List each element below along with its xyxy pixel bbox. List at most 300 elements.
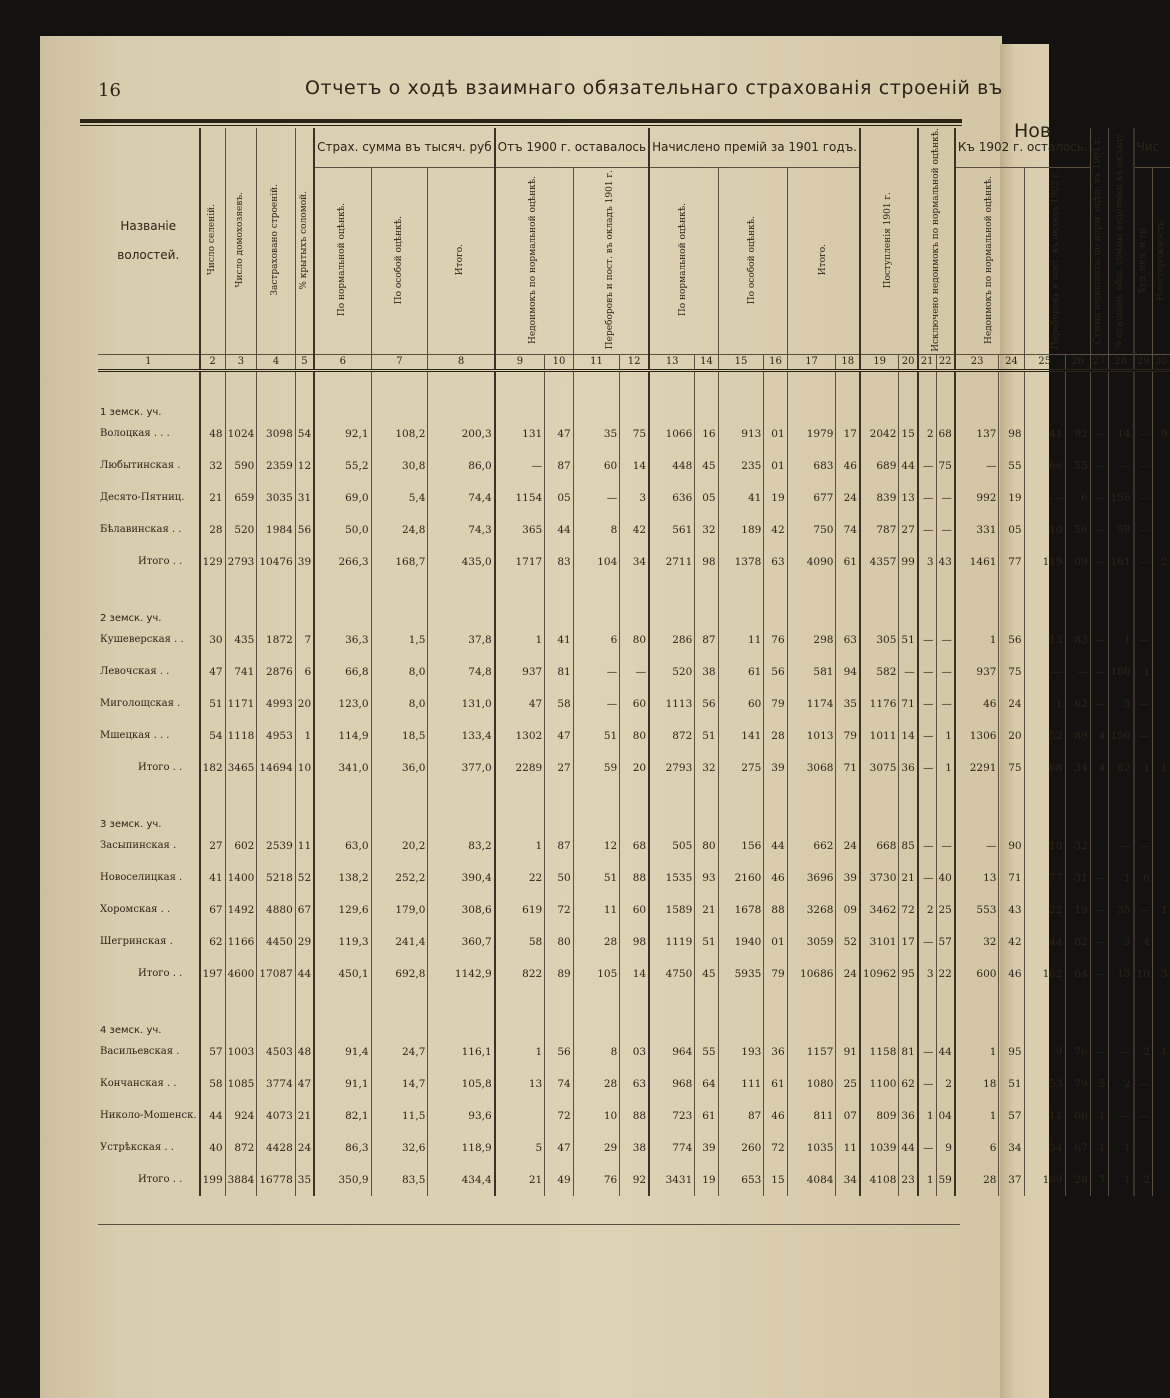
table-cell: 57 [999,1100,1024,1132]
header-c27: Сумма недоплаты по норм. оцѣн. въ 1901 г. [1093,135,1104,345]
table-cell: 74 [836,514,860,546]
table-row [98,1068,1170,1100]
table-cell: 8 [573,514,620,546]
table-cell: 40 [936,862,955,894]
volost-name: Кончанская . . [100,1078,177,1090]
empty-cell [545,371,574,419]
table-cell: 1080 [787,1068,836,1100]
table-cell: 74,3 [428,514,495,546]
table-cell: — [495,450,545,482]
table-cell: 19 [999,482,1024,514]
table-cell: 872 [649,720,695,752]
section-row [98,578,1170,624]
table-cell: — [918,482,936,514]
table-cell: 1 [1152,894,1169,926]
empty-cell [573,371,620,419]
table-cell: 07 [836,1100,860,1132]
table-cell: 3075 [860,752,899,784]
empty-cell [1108,371,1134,419]
table-row [98,1132,1170,1164]
empty-cell [1152,371,1169,419]
table-cell: 88 [764,894,787,926]
empty-cell [295,578,314,624]
table-cell [1152,482,1169,514]
section-label: 4 земск. уч. [100,1025,162,1037]
table-cell: 590 [225,450,257,482]
column-number: 4 [257,355,295,371]
volost-name: Николо-Мошенск. [100,1110,197,1122]
table-cell: 80 [695,830,718,862]
empty-cell [295,784,314,830]
table-cell: 51 [695,926,718,958]
header-c21: Исключено недоимокъ по нормальной оцѣнкѣ. [930,128,941,352]
table-cell: — [918,514,936,546]
table-cell: 1 [936,752,955,784]
table-cell: — [573,656,620,688]
table-cell: 602 [225,830,257,862]
column-number: 28 [1108,355,1134,371]
section-label: 1 земск. уч. [100,407,162,419]
table-cell: 1535 [649,862,695,894]
table-cell: 61 [836,546,860,578]
table-cell: 09 [836,894,860,926]
volost-name: Бѣлавинская . . [100,524,182,536]
table-cell: 54 [295,418,314,450]
table-cell: 24,7 [371,1036,428,1068]
table-cell: 13 [1108,958,1134,990]
table-cell: 872 [225,1132,257,1164]
table-cell: — [1090,688,1108,720]
table-cell: 3068 [787,752,836,784]
table-cell: 22 [495,862,545,894]
empty-cell [314,371,371,419]
table-cell: 13 [1024,624,1065,656]
table-cell: 90 [999,830,1024,862]
table-cell [1090,830,1108,862]
table-cell: 8,0 [371,656,428,688]
table-row [98,720,1170,752]
table-cell: 91 [836,1036,860,1068]
table-cell: — [1090,546,1108,578]
empty-cell [1090,578,1108,624]
table-cell: — [1090,862,1108,894]
table-cell: 67 [295,894,314,926]
table-cell: 161 [1108,546,1134,578]
table-cell: 54 [200,720,226,752]
table-cell: — [936,830,955,862]
table-cell: 5,4 [371,482,428,514]
table-cell: 50 [545,862,574,894]
table-cell: 189 [718,514,764,546]
column-number: 13 [649,355,695,371]
table-cell: — [1090,926,1108,958]
table-cell: 1 [1152,752,1169,784]
column-number: 23 [955,355,999,371]
empty-cell [200,371,226,419]
header-c15: По особой оцѣнкѣ. [746,215,757,304]
column-number: 20 [899,355,918,371]
table-cell [495,1100,545,1132]
empty-cell [295,371,314,419]
table-cell: 1119 [649,926,695,958]
table-cell: 81 [545,656,574,688]
table-cell: 1085 [225,1068,257,1100]
column-number: 14 [695,355,718,371]
section-label: 3 земск. уч. [100,819,162,831]
table-cell: 56 [695,688,718,720]
table-cell: 35 [836,688,860,720]
table-cell: 5935 [718,958,764,990]
table-cell: 689 [860,450,899,482]
table-cell: 7 [1090,1164,1108,1196]
table-cell: 63 [620,1068,649,1100]
empty-cell [899,990,918,1036]
empty-cell [225,784,257,830]
empty-cell [787,990,836,1036]
table-cell: 683 [787,450,836,482]
volost-name: Засыпинская . [100,840,177,852]
table-cell: 86,3 [314,1132,371,1164]
header-group-premiums: Начислено премій за 1901 годъ. [649,128,860,167]
table-cell: 4 [1090,752,1108,784]
table-cell: — [936,624,955,656]
table-cell: 20,2 [371,830,428,862]
table-cell: 62 [899,1068,918,1100]
empty-cell [1090,371,1108,419]
table-cell: 75 [999,656,1024,688]
table-cell [1152,1164,1169,1196]
table-cell: 241,4 [371,926,428,958]
table-cell: 44 [899,450,918,482]
table-cell: 3 [918,958,936,990]
table-cell: 105,8 [428,1068,495,1100]
table-cell: 46 [764,1100,787,1132]
table-cell: 34 [1024,1132,1065,1164]
table-cell: 21 [295,1100,314,1132]
table-cell: 520 [649,656,695,688]
table-cell: 692,8 [371,958,428,990]
table-cell: 3 [620,482,649,514]
table-cell: 05 [999,514,1024,546]
empty-cell [718,784,764,830]
table-cell: 182 [200,752,226,784]
table-cell: 822 [495,958,545,990]
table-cell: 88 [620,1100,649,1132]
column-number: 30 [1152,355,1169,371]
table-cell: — [1024,656,1065,688]
table-cell: 63 [836,624,860,656]
empty-cell [314,784,371,830]
table-cell [1152,830,1169,862]
table-cell: 435,0 [428,546,495,578]
column-number: 1 [98,355,200,371]
table-cell: 1378 [718,546,764,578]
table-cell: 34 [620,546,649,578]
table-row [98,624,1170,656]
table-cell: 5 [1090,1068,1108,1100]
table-cell: — [1134,1068,1153,1100]
table-cell: 111 [718,1068,764,1100]
volost-name: Волоцкая . . . [100,428,170,440]
empty-cell [573,578,620,624]
table-cell: 924 [225,1100,257,1132]
table-cell: 88 [620,862,649,894]
table-cell: 71 [836,752,860,784]
table-cell: 60 [718,688,764,720]
column-number: 16 [764,355,787,371]
table-cell: 95 [899,958,918,990]
table-cell: 47 [545,418,574,450]
table-cell: 1678 [718,894,764,926]
empty-cell [620,990,649,1036]
table-cell: 774 [649,1132,695,1164]
table-cell [1152,656,1169,688]
table-cell: 2 [1108,1068,1134,1100]
table-cell: 1066 [649,418,695,450]
table-cell: 1979 [787,418,836,450]
empty-cell [371,990,428,1036]
table-cell: 2711 [649,546,695,578]
empty-cell [936,990,955,1036]
empty-cell [999,371,1024,419]
empty-cell [225,578,257,624]
table-cell: 34 [999,1132,1024,1164]
table-row [98,482,1170,514]
table-cell: 27 [545,752,574,784]
table-cell: 51 [899,624,918,656]
table-cell: 28 [955,1164,999,1196]
table-row [98,1164,1170,1196]
table-row [98,830,1170,862]
table-cell: 13 [495,1068,545,1100]
table-cell: — [1090,418,1108,450]
page-title: Отчетъ о ходѣ взаимнаго обязательнаго страхованія строеній въ [305,77,1003,99]
table-cell: 03 [620,1036,649,1068]
table-cell: 82 [1065,926,1090,958]
table-cell: 25 [936,894,955,926]
header-group-1900: Отъ 1900 г. оставалось [495,128,649,167]
column-number: 22 [936,355,955,371]
table-cell: 20 [999,720,1024,752]
empty-cell [787,578,836,624]
table-cell: 92 [1065,418,1090,450]
table-cell: 104 [573,546,620,578]
empty-cell [371,371,428,419]
table-cell: 75 [620,418,649,450]
table-cell: 28 [200,514,226,546]
table-cell: 19 [764,482,787,514]
table-cell: 235 [718,450,764,482]
empty-cell [1065,784,1090,830]
empty-cell [764,578,787,624]
table-cell: 2 [1152,546,1169,578]
column-number: 12 [620,355,649,371]
table-cell: 51 [200,688,226,720]
table-cell: — [936,482,955,514]
table-cell: 24 [295,1132,314,1164]
table-cell: 286 [649,624,695,656]
header-c7: По особой оцѣнкѣ. [393,215,404,304]
empty-cell [955,784,999,830]
table-cell: 24 [836,830,860,862]
table-cell: 2 [918,894,936,926]
volost-name: Устрѣкская . . [100,1142,174,1154]
table-cell: 83 [545,546,574,578]
empty-cell [545,784,574,830]
empty-cell [573,990,620,1036]
column-number: 6 [314,355,371,371]
table-cell: — [1108,1036,1134,1068]
empty-cell [1024,990,1065,1036]
table-cell: — [1090,894,1108,926]
table-cell: 1176 [860,688,899,720]
table-cell: 66,8 [314,656,371,688]
empty-cell [764,371,787,419]
table-row [98,1100,1170,1132]
table-cell: 4750 [649,958,695,990]
table-cell: 16778 [257,1164,295,1196]
table-cell: 76 [764,624,787,656]
table-cell: 49 [545,1164,574,1196]
table-cell: 3696 [787,862,836,894]
table-cell: 11,5 [371,1100,428,1132]
empty-cell [695,578,718,624]
table-cell: 50,0 [314,514,371,546]
table-cell: 1306 [955,720,999,752]
table-cell: 56 [295,514,314,546]
table-cell: 3268 [787,894,836,926]
table-cell: — [1134,624,1153,656]
header-c29: Худ. печ. и тр. [1137,225,1148,294]
table-cell: 741 [225,656,257,688]
table-cell [1152,514,1169,546]
empty-cell [257,371,295,419]
table-cell: 6 [955,1132,999,1164]
table-cell: 16 [695,418,718,450]
table-cell: 24 [836,958,860,990]
section-row [98,784,1170,830]
table-cell: 39 [695,1132,718,1164]
empty-cell [1065,990,1090,1036]
table-cell: 94 [836,656,860,688]
empty-cell [495,371,545,419]
table-cell: 520 [225,514,257,546]
table-cell: — [899,656,918,688]
table-cell: 116,1 [428,1036,495,1068]
empty-cell [428,784,495,830]
table-cell: 1492 [225,894,257,926]
table-cell: — [573,688,620,720]
table-cell: 6 [1065,482,1090,514]
empty-cell [1108,578,1134,624]
table-cell: 64 [695,1068,718,1100]
table-row [98,862,1170,894]
table-cell [1152,926,1169,958]
table-cell: 4 [1134,926,1153,958]
table-cell: 41 [545,624,574,656]
table-cell: 1 [918,1100,936,1132]
volost-name: Васильевская . [100,1046,180,1058]
table-cell: 36,3 [314,624,371,656]
table-cell: 52 [295,862,314,894]
table-cell: 77 [999,546,1024,578]
table-cell: 8 [573,1036,620,1068]
table-cell: 1984 [257,514,295,546]
column-number: 26 [1065,355,1090,371]
table-cell: 01 [764,926,787,958]
empty-cell [428,990,495,1036]
table-cell: 137 [955,418,999,450]
table-cell: 60 [620,894,649,926]
table-cell: 43 [936,546,955,578]
table-cell: 1 [918,1164,936,1196]
table-cell: 1400 [225,862,257,894]
table-cell: 28 [764,720,787,752]
table-cell: — [1090,482,1108,514]
table-cell: — [936,514,955,546]
empty-cell [200,990,226,1036]
column-number: 15 [718,355,764,371]
table-cell: 56 [545,1036,574,1068]
empty-cell [573,784,620,830]
table-cell: — [936,688,955,720]
table-row [98,656,1170,688]
table-cell: — [936,656,955,688]
table-cell: — [918,926,936,958]
table-cell: — [918,720,936,752]
table-cell: 3035 [257,482,295,514]
table-cell: 1 [1024,688,1065,720]
empty-cell [1134,578,1153,624]
table-cell: 4108 [860,1164,899,1196]
table-cell: 61 [718,656,764,688]
table-cell: 2 [1134,1036,1153,1068]
table-cell: — [955,830,999,862]
table-cell: — [1065,656,1090,688]
table-cell: 68 [1024,752,1065,784]
table-cell: 360,7 [428,926,495,958]
empty-cell [999,578,1024,624]
table-cell: 17 [899,926,918,958]
header-c30: Неосторожность. [1155,218,1166,302]
table-cell: 91,1 [314,1068,371,1100]
table-cell: 77 [1024,862,1065,894]
table-cell: 46 [999,958,1024,990]
table-cell: 21 [495,1164,545,1196]
table-cell: 561 [649,514,695,546]
table-cell: 968 [649,1068,695,1100]
table-cell: 51 [573,720,620,752]
table-cell: 308,6 [428,894,495,926]
table-cell: 1171 [225,688,257,720]
empty-cell [295,990,314,1036]
table-cell: 350,9 [314,1164,371,1196]
table-cell: — [1134,1100,1153,1132]
table-cell: 1174 [787,688,836,720]
table-cell: 71 [999,862,1024,894]
table-cell: 3 [1108,926,1134,958]
table-cell: 10476 [257,546,295,578]
table-cell: 3101 [860,926,899,958]
table-cell: 17 [836,418,860,450]
table-cell: 72 [899,894,918,926]
table-cell: 22 [936,958,955,990]
table-cell: — [1090,656,1108,688]
table-cell: 138,2 [314,862,371,894]
volost-name: Мшецкая . . . [100,730,170,742]
table-cell: 05 [545,482,574,514]
table-cell: 51 [695,720,718,752]
